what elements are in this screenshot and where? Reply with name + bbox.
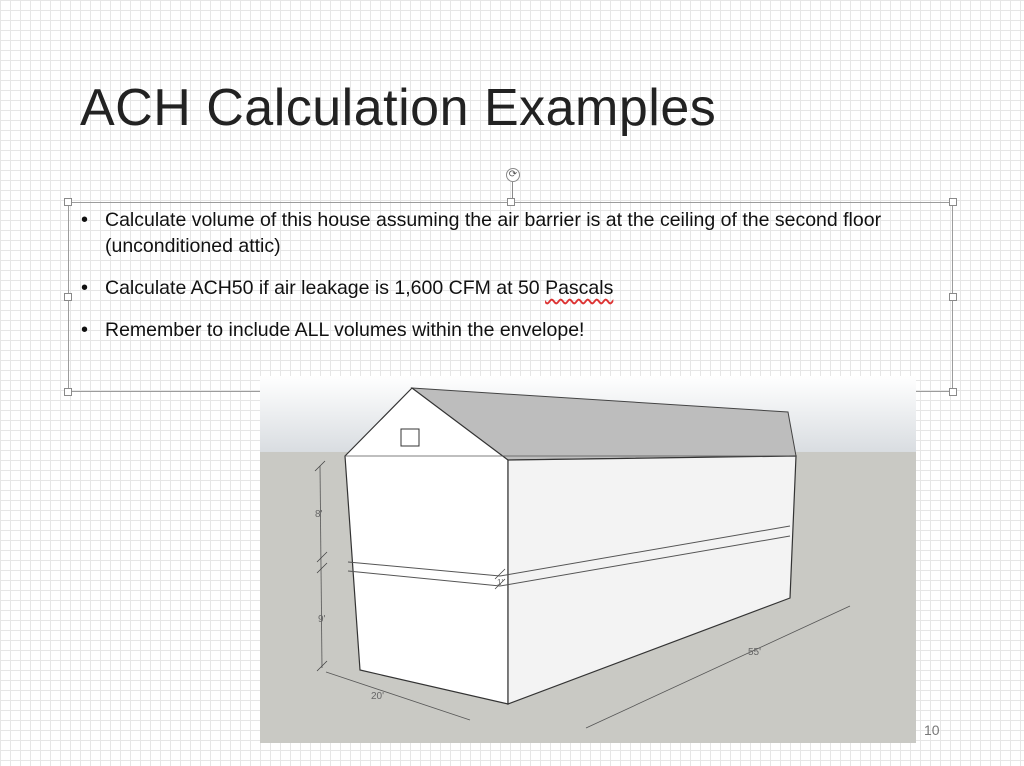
bullet-text: Calculate volume of this house assuming the air barrier is at the ceiling of the second floor (unconditioned attic) <box>105 209 882 257</box>
bullet-text: Remember to include ALL volumes within the envelope! <box>105 319 585 341</box>
resize-handle-bottom-left[interactable] <box>64 388 72 396</box>
dimension-label-floor-gap: 1' <box>497 578 503 587</box>
bullet-text-box[interactable] <box>68 169 953 392</box>
rotate-handle-stem <box>512 182 513 199</box>
resize-handle-top-left[interactable] <box>64 198 72 206</box>
resize-handle-top-center[interactable] <box>507 198 515 206</box>
bullet-item[interactable] <box>81 207 931 259</box>
resize-handle-top-right[interactable] <box>949 198 957 206</box>
page-number: 10 <box>924 722 940 738</box>
slide-title: ACH Calculation Examples <box>80 79 717 137</box>
resize-handle-middle-right[interactable] <box>949 293 957 301</box>
house-diagram[interactable] <box>260 376 916 743</box>
attic-vent <box>401 429 419 446</box>
resize-handle-middle-left[interactable] <box>64 293 72 301</box>
dimension-label-first-floor: 9' <box>318 614 326 625</box>
bullet-item[interactable] <box>81 275 931 301</box>
dimension-label-length: 55' <box>748 647 762 658</box>
dimension-label-width: 20' <box>371 691 385 702</box>
resize-handle-bottom-right[interactable] <box>949 388 957 396</box>
bullet-list[interactable] <box>81 207 931 359</box>
bullet-item[interactable] <box>81 317 931 343</box>
bullet-text: Calculate ACH50 if air leakage is 1,600 CFM at 50 <box>105 277 546 299</box>
dimension-label-second-floor: 8' <box>315 509 323 520</box>
rotate-handle-icon[interactable]: ⟳ <box>506 168 520 182</box>
spellcheck-flagged-word[interactable]: Pascals <box>545 277 614 299</box>
house-diagram-svg <box>260 376 916 743</box>
